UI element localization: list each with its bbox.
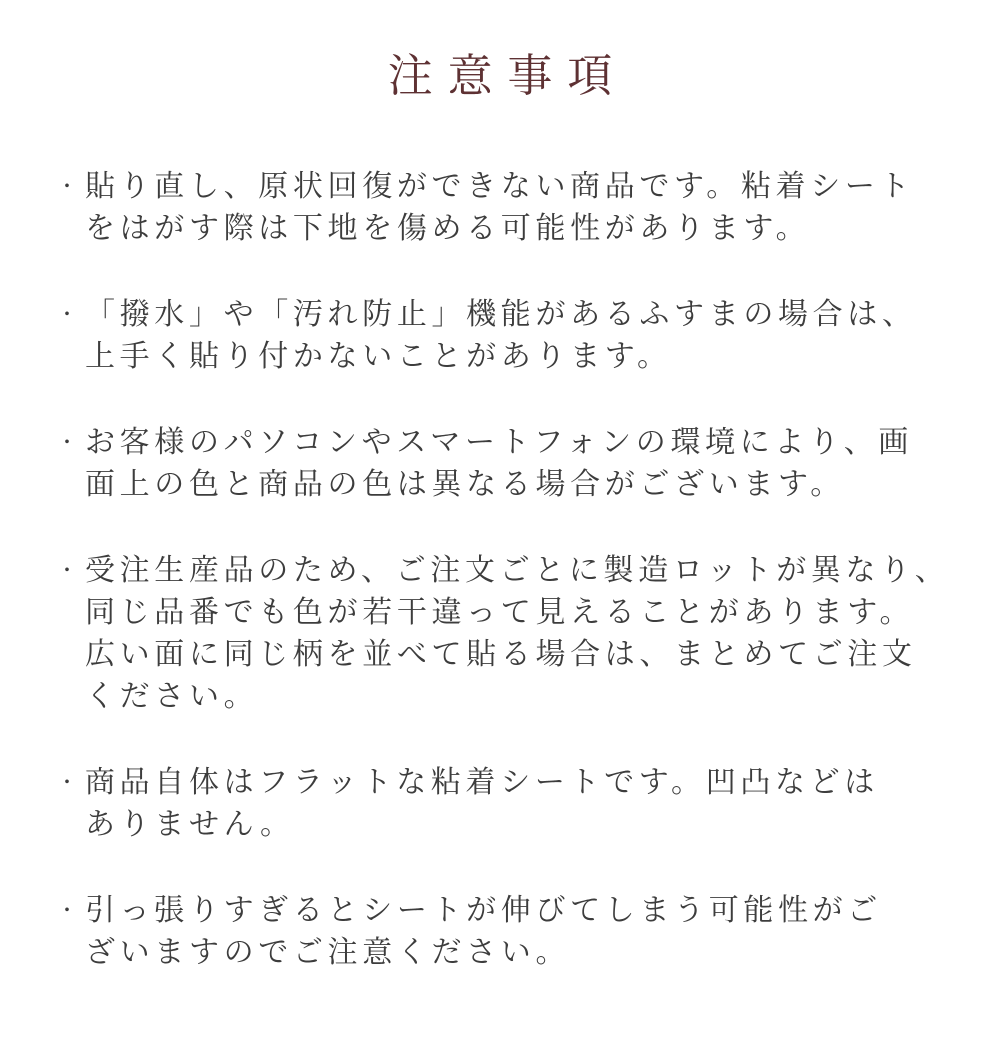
list-item [57, 762, 1000, 846]
notes-list [0, 166, 1000, 974]
note-line: ありません。 [85, 808, 295, 841]
precautions-page [0, 52, 1000, 1052]
note-text [85, 422, 913, 506]
note-text [85, 762, 879, 846]
note-line: 引っ張りすぎるとシートが伸びてしまう可能性がご [85, 894, 882, 927]
note-line: 広い面に同じ柄を並べて貼る場合は、まとめてご注文 [85, 638, 917, 671]
note-text [85, 890, 882, 974]
note-line: お客様のパソコンやスマートフォンの環境により、画 [85, 426, 913, 459]
note-line: 商品自体はフラットな粘着シートです。凹凸などは [85, 766, 879, 799]
bullet-marker: ・ [57, 304, 82, 326]
note-text [85, 550, 949, 718]
note-text [85, 294, 917, 378]
bullet-marker: ・ [57, 432, 82, 454]
list-item [57, 166, 1000, 250]
bullet-marker: ・ [57, 560, 82, 582]
bullet-marker: ・ [57, 900, 82, 922]
page-title: 注意事項 [387, 50, 628, 101]
list-item [57, 890, 1000, 974]
note-text [85, 166, 914, 250]
list-item [57, 422, 1000, 506]
note-line: 面上の色と商品の色は異なる場合がございます。 [85, 468, 845, 501]
list-item [57, 294, 1000, 378]
bullet-marker: ・ [57, 772, 82, 794]
note-line: 同じ品番でも色が若干違って見えることがあります。 [85, 596, 915, 629]
list-item [57, 550, 1000, 718]
note-line: 受注生産品のため、ご注文ごとに製造ロットが異なり、 [85, 554, 950, 587]
bullet-marker: ・ [57, 176, 82, 198]
note-line: 「撥水」や「汚れ防止」機能があるふすまの場合は、 [85, 298, 917, 331]
note-line: 上手く貼り付かないことがあります。 [85, 340, 672, 373]
note-line: ざいますのでご注意ください。 [85, 936, 571, 969]
note-line: ください。 [85, 680, 259, 713]
note-line: をはがす際は下地を傷める可能性があります。 [85, 212, 811, 245]
note-line: 貼り直し、原状回復ができない商品です。粘着シート [85, 170, 915, 203]
